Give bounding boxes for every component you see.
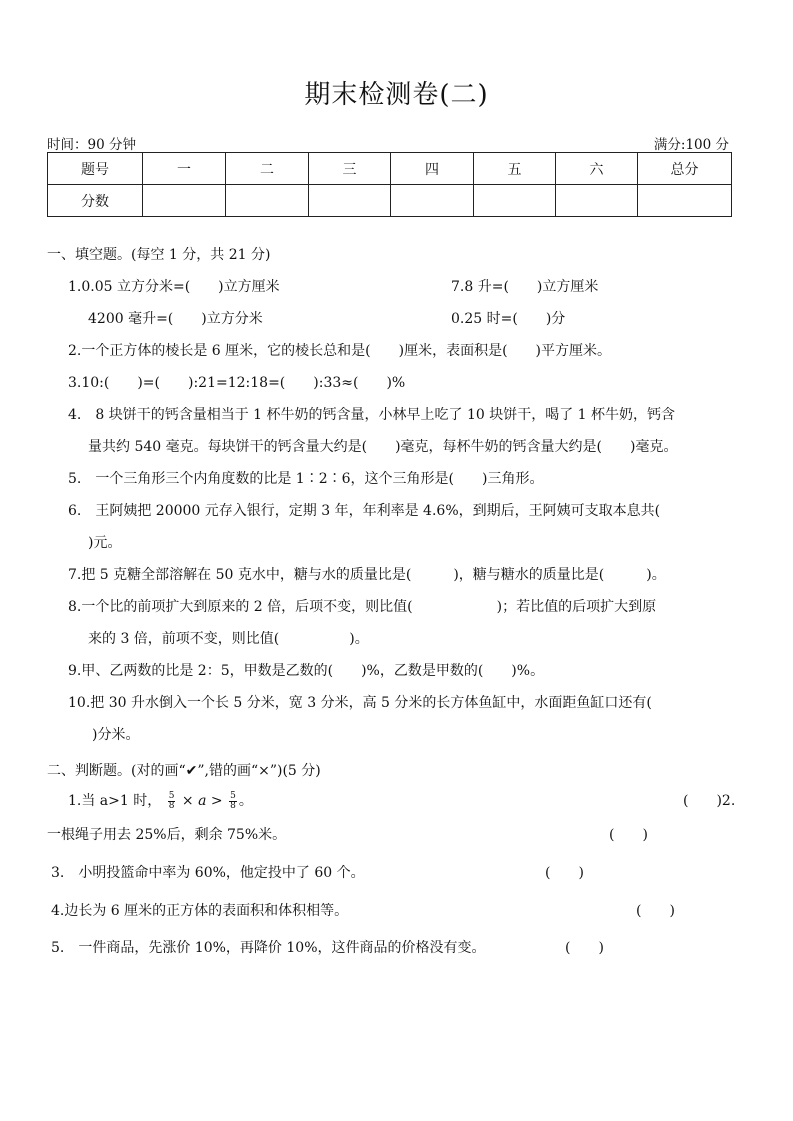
answer-paren-1[interactable]: ( )2. xyxy=(683,793,736,809)
section1-heading: 一、填空题。(每空 1 分，共 21 分) xyxy=(47,247,271,263)
fraction-denominator: 8 xyxy=(230,800,236,811)
question-10-line1: 10.把 30 升水倒入一个长 5 分米，宽 3 分米，高 5 分米的长方体鱼缸中，水面距鱼缸口还有( xyxy=(68,695,652,711)
score-input-cell[interactable] xyxy=(638,185,732,217)
judge-question-1-end: 。 xyxy=(238,793,253,809)
answer-paren-5[interactable]: ( ) xyxy=(565,940,604,956)
score-table-score-row xyxy=(48,185,732,217)
judge-question-3: 3. 小明投篮命中率为 60%，他定投中了 60 个。 xyxy=(51,865,365,881)
question-1c: 4200 毫升=( )立方分米 xyxy=(88,311,263,327)
question-6-line2: )元。 xyxy=(88,535,122,551)
question-4-line1: 4. 8 块饼干的钙含量相当于 1 杯牛奶的钙含量，小林早上吃了 10 块饼干，喝了 1 杯牛奶，钙含 xyxy=(68,407,676,423)
fraction-numerator: 5 xyxy=(230,790,236,801)
judge-question-5: 5. 一件商品，先涨价 10%，再降价 10%，这件商品的价格没有变。 xyxy=(51,940,486,956)
answer-paren-4[interactable]: ( ) xyxy=(636,903,675,919)
score-input-cell[interactable] xyxy=(556,185,638,217)
judge-question-1-text: 1.当 a>1 时， xyxy=(68,793,162,809)
score-table-header-row xyxy=(48,153,732,185)
question-4-line2: 量共约 540 毫克。每块饼干的钙含量大约是( )毫克，每杯牛奶的钙含量大约是( )毫克。 xyxy=(88,439,678,455)
score-input-cell[interactable] xyxy=(143,185,226,217)
table-cell: 分数 xyxy=(48,185,143,217)
score-input-cell[interactable] xyxy=(391,185,474,217)
score-table xyxy=(47,152,732,217)
question-10-line2: )分米。 xyxy=(92,727,140,743)
fraction-numerator: 5 xyxy=(168,790,175,801)
question-2: 2.一个正方体的棱长是 6 厘米，它的棱长总和是( )厘米，表面积是( )平方厘米。 xyxy=(68,343,612,359)
score-input-cell[interactable] xyxy=(309,185,391,217)
score-input-cell[interactable] xyxy=(226,185,309,217)
judge-question-4: 4.边长为 6 厘米的正方体的表面积和体积相等。 xyxy=(51,903,349,919)
question-1b: 7.8 升=( )立方厘米 xyxy=(451,279,599,295)
table-cell: 三 xyxy=(309,153,391,185)
section2-heading: 二、判断题。(对的画“✔”,错的画“×”)(5 分) xyxy=(47,763,321,779)
fraction xyxy=(229,792,237,811)
judge-question-1 xyxy=(68,791,253,811)
question-8-line1: 8.一个比的前项扩大到原来的 2 倍，后项不变，则比值( )；若比值的后项扩大到原 xyxy=(68,599,657,615)
judge-question-2: 一根绳子用去 25%后，剩余 75%米。 xyxy=(47,827,287,843)
answer-paren-2[interactable]: ( ) xyxy=(609,827,648,843)
fraction xyxy=(168,792,176,811)
table-cell: 二 xyxy=(226,153,309,185)
time-label: 时间：90 分钟 xyxy=(47,137,136,153)
question-1d: 0.25 时=( )分 xyxy=(451,311,566,327)
score-input-cell[interactable] xyxy=(474,185,556,217)
table-cell: 总分 xyxy=(638,153,732,185)
full-score-label: 满分:100 分 xyxy=(653,137,729,153)
question-6-line1: 6. 王阿姨把 20000 元存入银行，定期 3 年，年利率是 4.6%，到期后，王阿姨可支取本息共( xyxy=(68,503,661,519)
times-sign: × xyxy=(181,793,194,809)
variable-a: a xyxy=(198,793,207,809)
page-title: 期末检测卷(二) xyxy=(304,80,489,110)
question-5: 5. 一个三角形三个内角度数的比是 1∶2∶6，这个三角形是( )三角形。 xyxy=(68,471,544,487)
fraction-denominator: 8 xyxy=(168,800,175,811)
question-1a: 1.0.05 立方分米=( )立方厘米 xyxy=(68,279,280,295)
table-cell: 五 xyxy=(474,153,556,185)
question-3: 3.10:( )=( ):21=12:18=( ):33≈( )% xyxy=(68,375,406,391)
answer-paren-3[interactable]: ( ) xyxy=(545,865,584,881)
question-9: 9.甲、乙两数的比是 2：5，甲数是乙数的( )%，乙数是甲数的( )%。 xyxy=(68,663,545,679)
table-cell: 四 xyxy=(391,153,474,185)
question-8-line2: 来的 3 倍，前项不变，则比值( )。 xyxy=(88,631,369,647)
table-cell: 六 xyxy=(556,153,638,185)
question-7: 7.把 5 克糖全部溶解在 50 克水中，糖与水的质量比是( )，糖与糖水的质量比是( )。 xyxy=(68,567,666,583)
table-cell: 题号 xyxy=(48,153,143,185)
greater-than-sign: > xyxy=(210,793,223,809)
table-cell: 一 xyxy=(143,153,226,185)
